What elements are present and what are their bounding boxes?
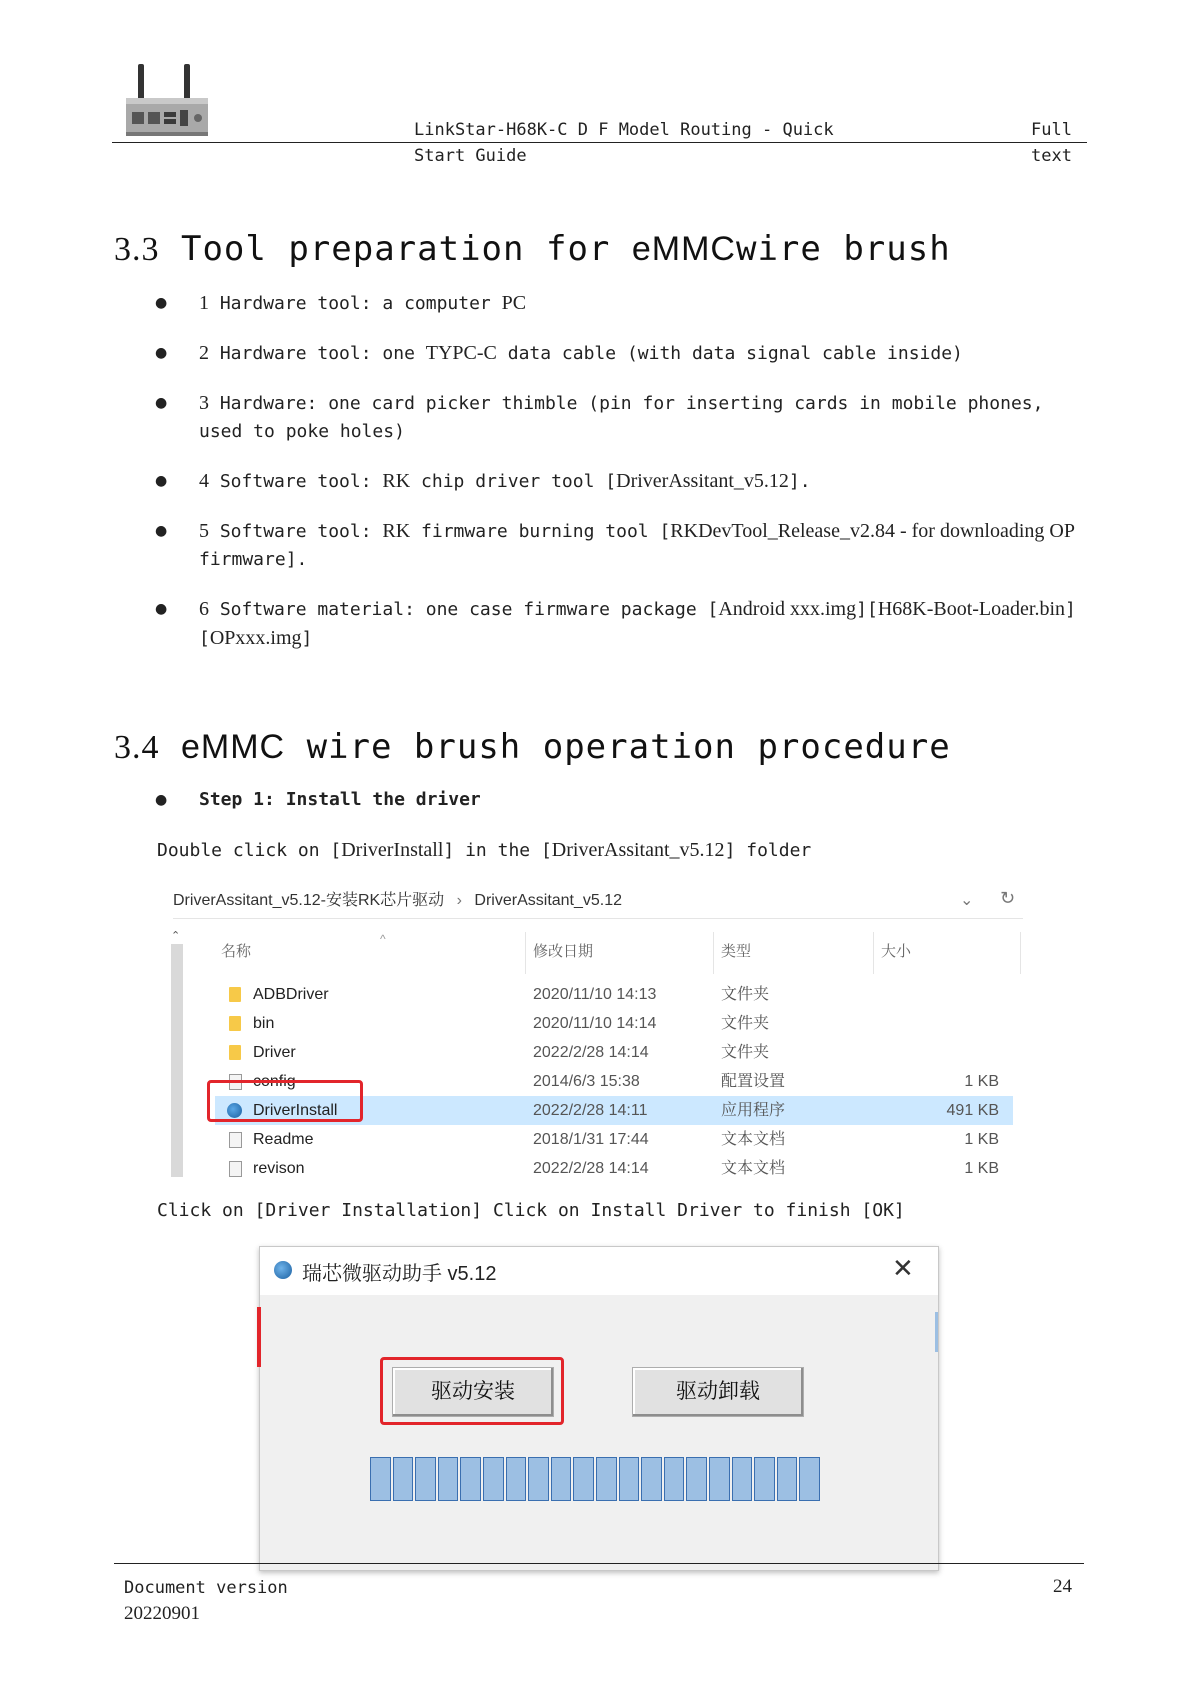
install-driver-button[interactable]: 驱动安装 — [392, 1367, 554, 1417]
file-type: 文件夹 — [721, 986, 770, 1003]
footer-divider — [114, 1563, 1084, 1564]
file-type: 文件夹 — [721, 1015, 770, 1032]
file-size: 1 KB — [964, 1131, 999, 1148]
header-title-line1: LinkStar-H68K-C D F Model Routing - Quick — [414, 120, 834, 140]
progress-segment — [686, 1457, 707, 1501]
list-item: ● 5 Software tool: RK firmware burning tool [RKDevTool_Release_v2.84 - for downloading OP firmware]. — [155, 517, 1085, 574]
footer-version: 20220901 — [124, 1603, 200, 1624]
progress-segment — [754, 1457, 775, 1501]
progress-segment — [709, 1457, 730, 1501]
progress-segment — [393, 1457, 414, 1501]
column-divider — [525, 932, 526, 974]
footer-version-label: Document version — [124, 1578, 288, 1598]
edge-mark — [935, 1312, 938, 1352]
highlight-box — [207, 1080, 363, 1122]
chevron-down-icon[interactable]: ⌄ — [960, 892, 974, 909]
file-size: 1 KB — [964, 1073, 999, 1090]
progress-segment — [506, 1457, 527, 1501]
progress-segment — [619, 1457, 640, 1501]
progress-segment — [370, 1457, 391, 1501]
text-file-icon — [229, 1132, 242, 1148]
file-date: 2014/6/3 15:38 — [533, 1073, 640, 1090]
heading-text: Tool preparation for — [180, 229, 611, 269]
list-item: ● 2 Hardware tool: one TYPC-C data cable (with data signal cable inside) — [155, 339, 1085, 368]
explorer-screenshot — [165, 884, 1023, 1176]
progress-segment — [483, 1457, 504, 1501]
app-logo-icon — [274, 1261, 292, 1279]
progress-segment — [799, 1457, 820, 1501]
column-divider — [713, 932, 714, 974]
breadcrumb-parent[interactable]: DriverAssitant_v5.12-安装RK芯片驱动 — [173, 892, 445, 909]
progress-segment — [528, 1457, 549, 1501]
folder-icon — [229, 1045, 241, 1060]
file-type: 文本文档 — [721, 1131, 786, 1148]
refresh-icon[interactable]: ↻ — [1000, 888, 1016, 908]
progress-segment — [573, 1457, 594, 1501]
progress-segment — [438, 1457, 459, 1501]
column-header-size[interactable]: 大小 — [881, 943, 912, 960]
file-name: Readme — [253, 1131, 314, 1148]
file-row[interactable] — [215, 980, 1013, 1009]
file-name: revison — [253, 1160, 305, 1177]
router-logo-image — [124, 62, 214, 142]
step-list — [155, 786, 1085, 835]
list-item: ● 3 Hardware: one card picker thimble (pin for inserting cards in mobile phones, used to poke holes) — [155, 389, 1085, 446]
section-number: 3.3 — [114, 231, 160, 268]
file-name: ADBDriver — [253, 986, 329, 1003]
breadcrumb-current[interactable]: DriverAssitant_v5.12 — [474, 892, 623, 909]
driver-assistant-dialog — [259, 1246, 939, 1571]
file-name: DriverInstall — [253, 1102, 338, 1119]
folder-icon — [229, 987, 241, 1002]
page-number: 24 — [1053, 1576, 1072, 1597]
column-header-type[interactable]: 类型 — [721, 943, 752, 960]
file-row[interactable] — [215, 1125, 1013, 1154]
folder-icon — [229, 1016, 241, 1031]
file-type: 应用程序 — [721, 1102, 786, 1119]
heading-text-post: wire brush — [735, 229, 951, 269]
file-name: bin — [253, 1015, 275, 1032]
column-divider — [873, 932, 874, 974]
dialog-title: 瑞芯微驱动助手 v5.12 — [302, 1263, 497, 1285]
file-date: 2022/2/28 14:14 — [533, 1160, 649, 1177]
header-right-line2: text — [1031, 146, 1072, 166]
header-divider — [112, 142, 1087, 143]
file-size: 1 KB — [964, 1160, 999, 1177]
file-date: 2022/2/28 14:14 — [533, 1044, 649, 1061]
file-date: 2018/1/31 17:44 — [533, 1131, 649, 1148]
file-name: Driver — [253, 1044, 296, 1061]
progress-segment — [664, 1457, 685, 1501]
file-row[interactable] — [215, 1154, 1013, 1183]
file-date: 2020/11/10 14:13 — [533, 986, 657, 1003]
header-right-line1: Full — [1031, 120, 1072, 140]
heading-bold-text: eMMC — [180, 728, 286, 766]
file-size: 491 KB — [946, 1102, 999, 1119]
progress-segment — [596, 1457, 617, 1501]
breadcrumb-separator-icon: › — [456, 892, 462, 909]
progress-segment — [415, 1457, 436, 1501]
file-type: 文本文档 — [721, 1160, 786, 1177]
list-item: ● 6 Software material: one case firmware package [Android xxx.img][H68K-Boot-Loader.bin][OPxxx.img] — [155, 595, 1085, 653]
file-name: config — [253, 1073, 296, 1090]
list-item: ● 1 Hardware tool: a computer PC — [155, 289, 1085, 318]
progress-segment — [777, 1457, 798, 1501]
heading-text-post: wire brush operation procedure — [306, 727, 951, 767]
file-date: 2020/11/10 14:14 — [533, 1015, 657, 1032]
column-divider — [1020, 932, 1021, 974]
progress-bar — [370, 1457, 822, 1501]
dialog-titlebar — [260, 1247, 938, 1295]
file-row[interactable] — [215, 1038, 1013, 1067]
column-header-name[interactable]: 名称 — [221, 943, 252, 960]
progress-segment — [732, 1457, 753, 1501]
list-item: ● 4 Software tool: RK chip driver tool [DriverAssitant_v5.12]. — [155, 467, 1085, 496]
vertical-scrollbar[interactable] — [171, 944, 183, 1177]
instruction-2: Click on [Driver Installation] Click on Install Driver to finish [OK] — [157, 1200, 905, 1221]
edge-mark — [257, 1307, 261, 1367]
progress-segment — [641, 1457, 662, 1501]
column-header-row — [215, 932, 1013, 970]
sort-ascending-icon: ^ — [380, 932, 386, 946]
tool-list — [155, 289, 1085, 674]
section-3-3-heading — [114, 229, 951, 269]
section-3-4-heading — [114, 727, 951, 767]
progress-segment — [551, 1457, 572, 1501]
close-icon[interactable]: ✕ — [892, 1253, 914, 1283]
file-type: 文件夹 — [721, 1044, 770, 1061]
address-bar[interactable] — [173, 884, 1023, 919]
instruction-1: Double click on [DriverInstall] in the [DriverAssitant_v5.12] folder — [157, 839, 812, 861]
scroll-up-icon[interactable]: ⌃ — [171, 930, 181, 942]
header-title-line2: Start Guide — [414, 146, 527, 166]
install-highlight-box — [380, 1357, 564, 1425]
file-date: 2022/2/28 14:11 — [533, 1102, 648, 1119]
uninstall-driver-button[interactable]: 驱动卸载 — [632, 1367, 804, 1417]
step-1-item: ● Step 1: Install the driver — [155, 786, 1085, 814]
text-file-icon — [229, 1161, 242, 1177]
section-number: 3.4 — [114, 729, 160, 766]
file-row[interactable] — [215, 1009, 1013, 1038]
heading-bold-text: eMMC — [631, 230, 736, 268]
file-type: 配置设置 — [721, 1073, 786, 1090]
column-header-date[interactable]: 修改日期 — [533, 943, 594, 960]
progress-segment — [460, 1457, 481, 1501]
